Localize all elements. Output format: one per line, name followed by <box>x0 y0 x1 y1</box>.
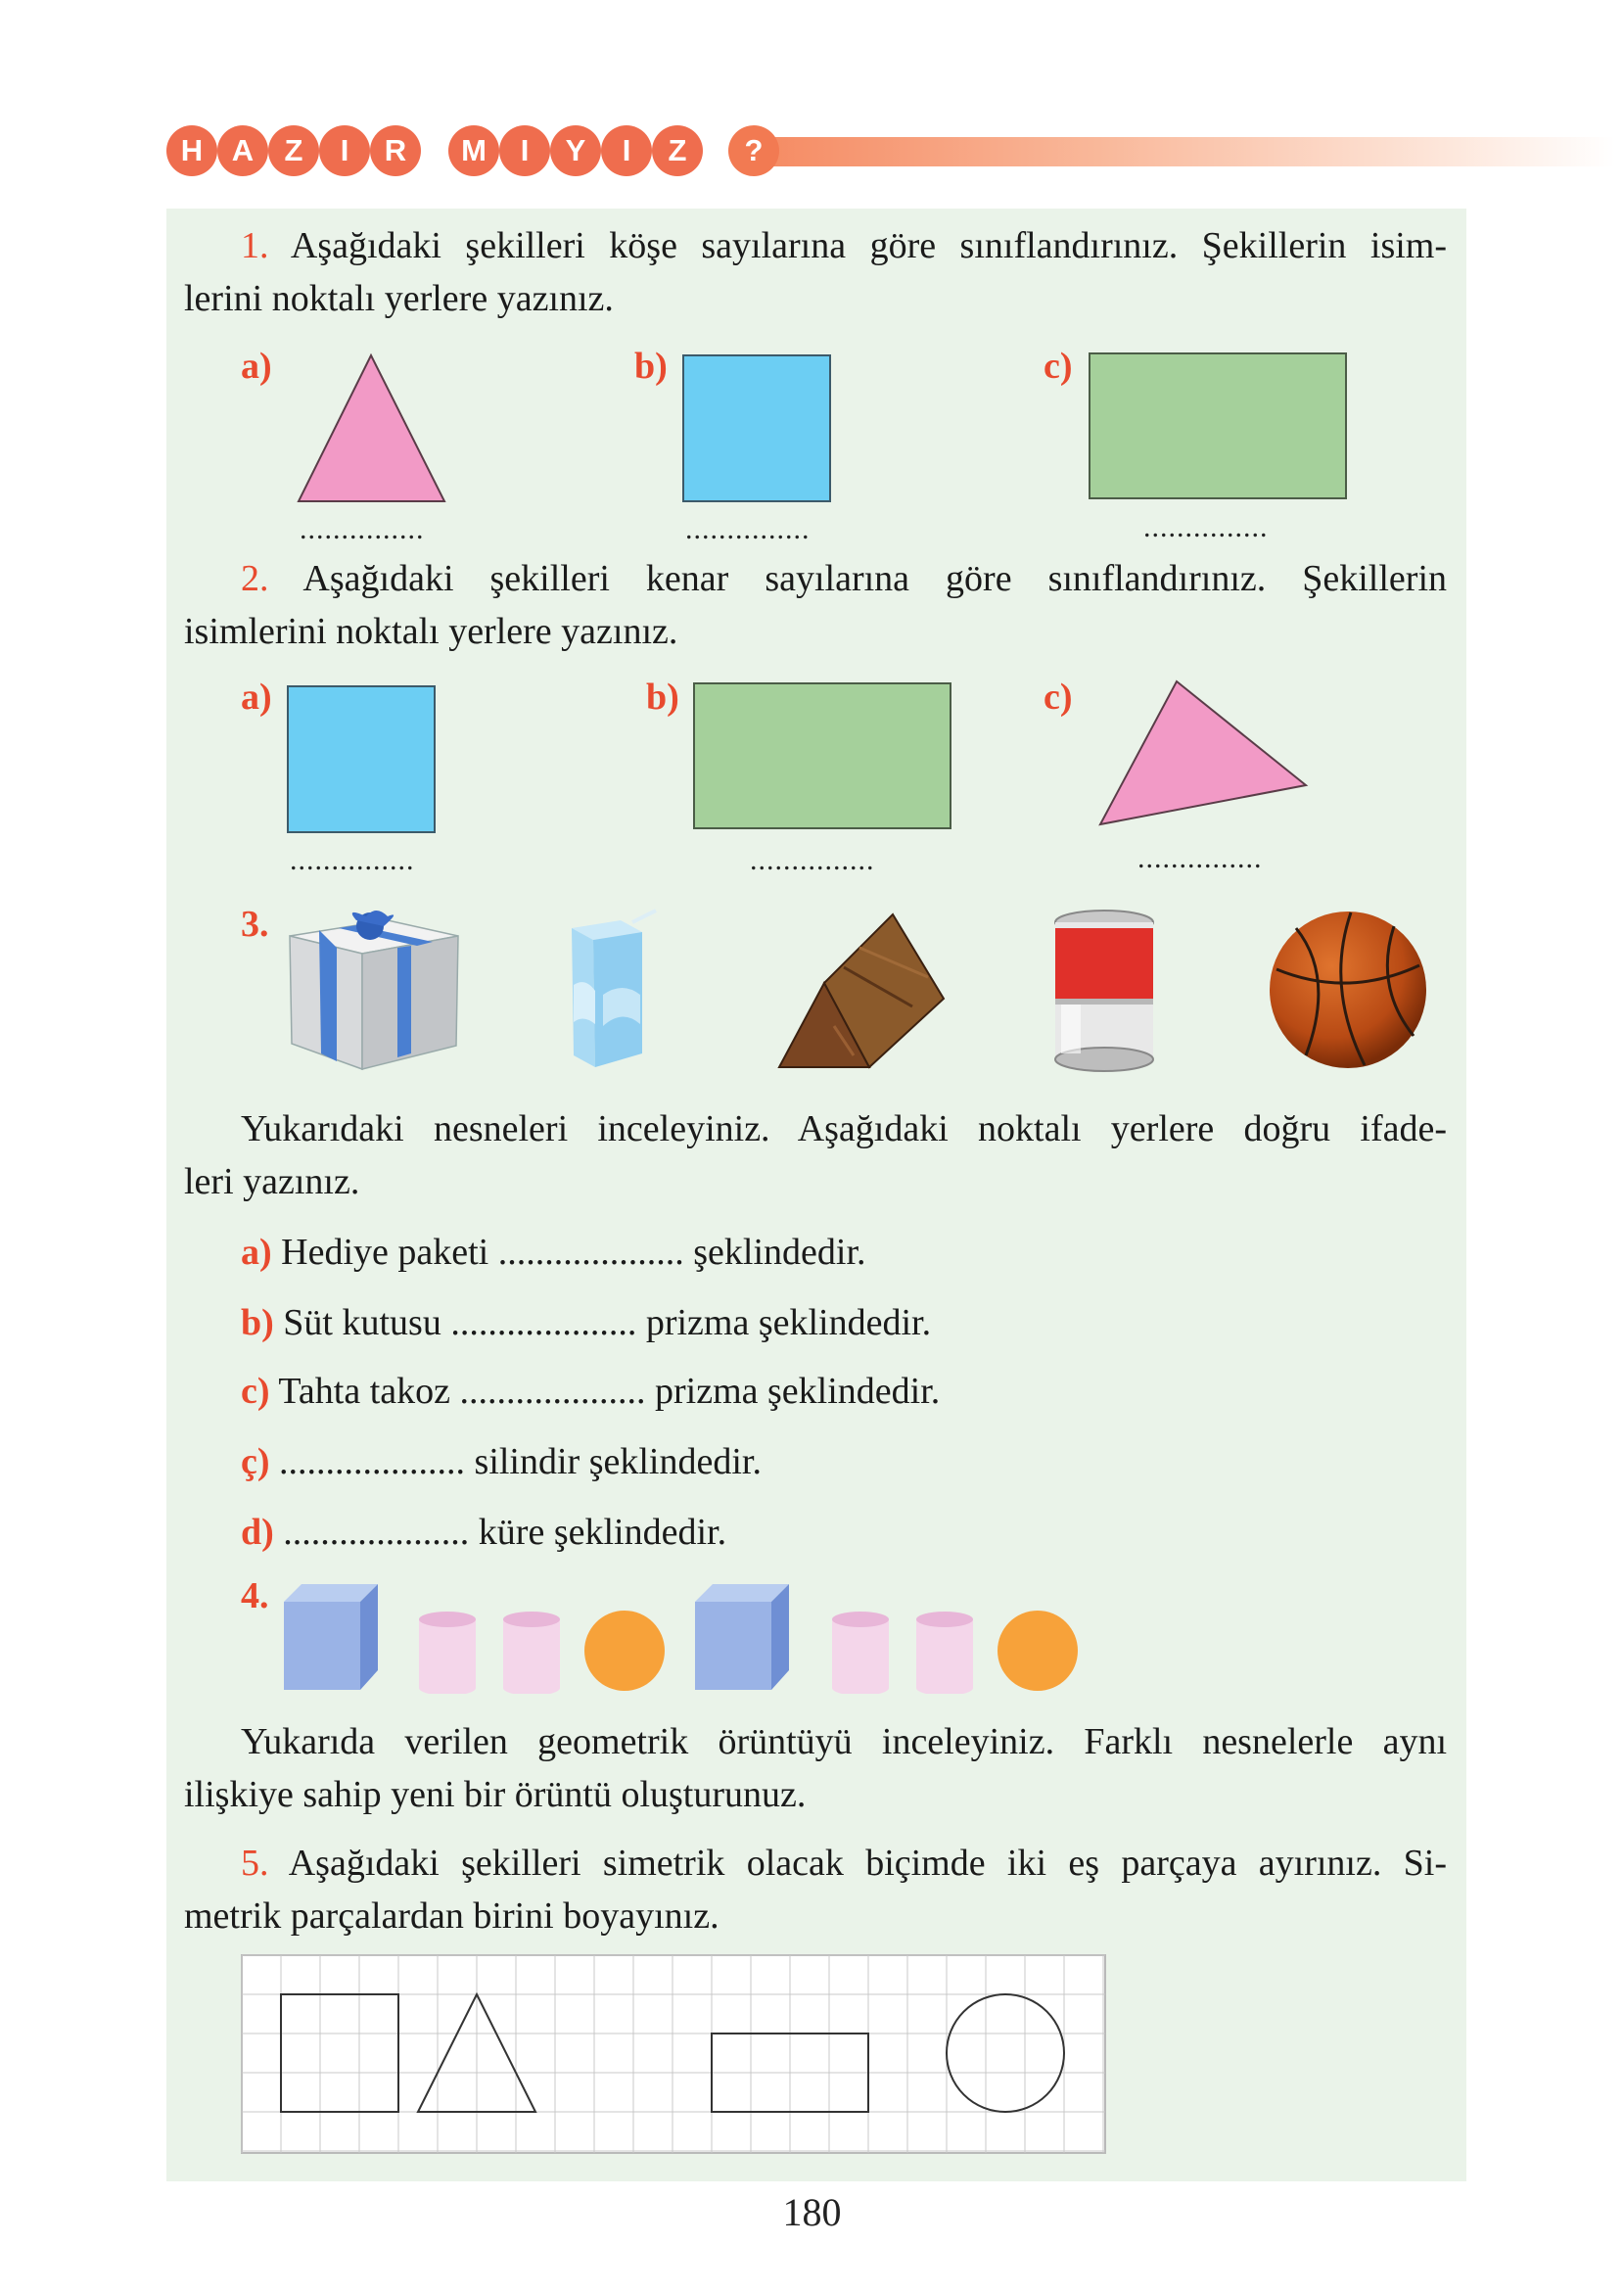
cylinder-icon <box>832 1612 889 1694</box>
q1-answer-a: ............... <box>300 513 425 545</box>
q3-statement-c: c) Tahta takoz .................... prizma şeklindedir. <box>241 1371 941 1412</box>
q2-answer-b: ............... <box>750 844 875 876</box>
q1-number: 1. <box>241 225 269 266</box>
q2-number: 2. <box>241 558 269 599</box>
q4-pattern <box>280 1580 1376 1694</box>
q1-rectangle-shape <box>1089 352 1347 499</box>
banner-letter: Y <box>550 125 601 176</box>
cylinder-icon <box>419 1612 476 1694</box>
banner-letter: I <box>601 125 652 176</box>
q5-text-line1: 5. Aşağıdaki şekilleri simetrik olacak biçimde iki eş parçaya ayırınız. Si- <box>241 1843 1447 1884</box>
q5-text-line2: metrik parçalardan birini boyayınız. <box>184 1895 719 1937</box>
q2-label-a: a) <box>241 677 272 718</box>
q2-rectangle-shape <box>693 682 951 829</box>
basketball-icon <box>1267 909 1429 1071</box>
q3-statement-d: d) .................... küre şeklindedir. <box>241 1512 727 1553</box>
q3-number: 3. <box>241 904 269 945</box>
banner-letter: Z <box>652 125 703 176</box>
cube-icon <box>695 1584 789 1690</box>
page-number: 180 <box>782 2190 842 2234</box>
banner-letter: M <box>448 125 499 176</box>
q5-grid <box>241 1954 1106 2154</box>
q2-square-shape <box>287 685 436 833</box>
q4-text-line1: Yukarıda verilen geometrik örüntüyü inceleyiniz. Farklı nesnelerle aynı <box>241 1721 1447 1762</box>
q1-label-a: a) <box>241 346 272 387</box>
banner-letter: R <box>370 125 421 176</box>
q2-answer-a: ............... <box>290 844 415 876</box>
sphere-icon <box>584 1611 665 1691</box>
cylinder-icon <box>503 1612 560 1694</box>
q2-answer-c: ............... <box>1137 842 1263 874</box>
section-banner <box>166 123 1468 180</box>
q3-statement-c-cedilla: ç) .................... silindir şeklindedir. <box>241 1441 762 1482</box>
gift-box-icon <box>280 907 466 1073</box>
q1-square-shape <box>682 354 831 502</box>
q3-text-line1: Yukarıdaki nesneleri inceleyiniz. Aşağıdaki noktalı yerlere doğru ifade- <box>241 1108 1447 1149</box>
cube-icon <box>284 1584 378 1690</box>
sphere-icon <box>998 1611 1078 1691</box>
banner-gradient-bar <box>754 137 1615 166</box>
q2-label-c: c) <box>1044 677 1073 718</box>
q2-text-line2: isimlerini noktalı yerlere yazınız. <box>184 611 678 652</box>
q4-text-line2: ilişkiye sahip yeni bir örüntü oluşturunuz. <box>184 1774 807 1815</box>
q1-label-c: c) <box>1044 346 1073 387</box>
q2-triangle-shape <box>1096 678 1312 828</box>
banner-letter: I <box>499 125 550 176</box>
q3-statement-a: a) Hediye paketi .................... şeklindedir. <box>241 1232 866 1273</box>
q4-number: 4. <box>241 1575 269 1616</box>
banner-letter: I <box>319 125 370 176</box>
q3-text-line2: leri yazınız. <box>184 1161 360 1202</box>
banner-letter: A <box>217 125 268 176</box>
q3-statement-b: b) Süt kutusu .................... prizma şeklindedir. <box>241 1302 932 1343</box>
q5-number: 5. <box>241 1843 269 1884</box>
q1-text-line2: lerini noktalı yerlere yazınız. <box>184 278 614 319</box>
q2-text-line1: 2. Aşağıdaki şekilleri kenar sayılarına göre sınıflandırınız. Şekillerin <box>241 558 1448 599</box>
tin-can-icon <box>1051 907 1157 1075</box>
banner-letter: H <box>166 125 217 176</box>
q1-text-line1: 1. Aşağıdaki şekilleri köşe sayılarına göre sınıflandırınız. Şekillerin isim- <box>241 225 1448 266</box>
cylinder-icon <box>916 1612 973 1694</box>
q1-answer-b: ............... <box>685 513 811 545</box>
wooden-wedge-icon <box>775 909 948 1071</box>
banner-question-mark: ? <box>728 125 779 176</box>
q1-label-b: b) <box>634 346 668 387</box>
q1-answer-c: ............... <box>1143 511 1269 543</box>
banner-letter: Z <box>268 125 319 176</box>
q2-label-b: b) <box>646 677 679 718</box>
milk-carton-icon <box>564 907 666 1071</box>
q1-triangle-shape <box>296 352 447 505</box>
